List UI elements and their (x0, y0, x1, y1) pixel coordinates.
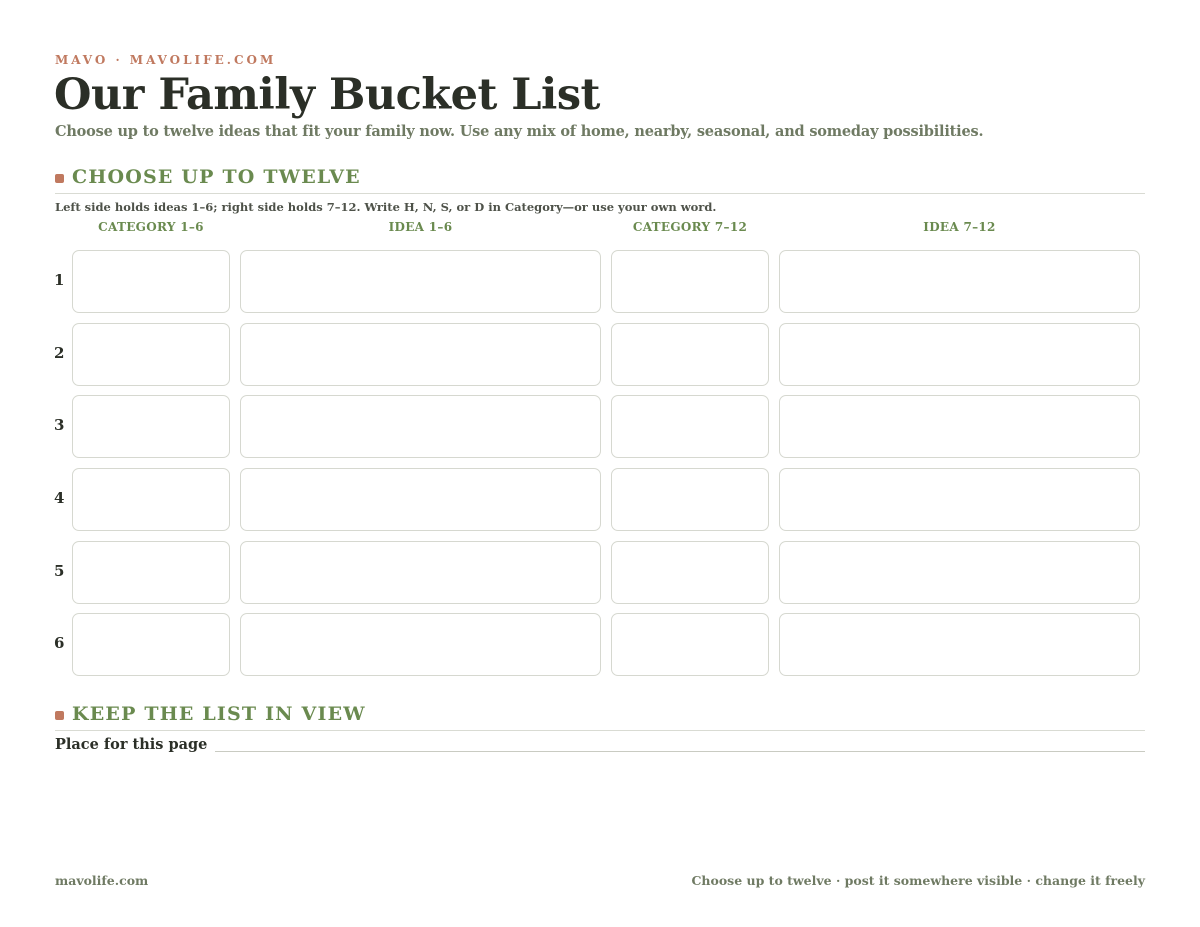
idea-field-11[interactable] (779, 541, 1140, 604)
category-field-4[interactable] (72, 468, 230, 531)
row-number: 6 (54, 634, 65, 652)
idea-field-3[interactable] (240, 395, 601, 458)
category-field-10[interactable] (611, 468, 769, 531)
footer-website: mavolife.com (55, 873, 149, 888)
row-number: 2 (54, 344, 65, 362)
place-write-line[interactable] (215, 751, 1145, 752)
section-choose-heading: CHOOSE UP TO TWELVE (72, 166, 361, 188)
category-field-7[interactable] (611, 250, 769, 313)
category-field-3[interactable] (72, 395, 230, 458)
row-number: 5 (54, 562, 65, 580)
section-choose-header (55, 166, 1145, 194)
idea-field-1[interactable] (240, 250, 601, 313)
category-field-11[interactable] (611, 541, 769, 604)
category-field-2[interactable] (72, 323, 230, 386)
category-field-12[interactable] (611, 613, 769, 676)
column-header-category-7-12: CATEGORY 7–12 (632, 220, 748, 234)
idea-field-9[interactable] (779, 395, 1140, 458)
idea-field-4[interactable] (240, 468, 601, 531)
idea-field-7[interactable] (779, 250, 1140, 313)
row-number: 3 (54, 416, 65, 434)
idea-field-6[interactable] (240, 613, 601, 676)
page-subtitle: Choose up to twelve ideas that fit your family now. Use any mix of home, nearby, seasonal, and someday possibilities. (55, 123, 984, 140)
idea-field-10[interactable] (779, 468, 1140, 531)
column-header-idea-7-12: IDEA 7–12 (923, 220, 996, 234)
category-field-5[interactable] (72, 541, 230, 604)
row-number: 1 (54, 271, 65, 289)
category-field-9[interactable] (611, 395, 769, 458)
idea-field-12[interactable] (779, 613, 1140, 676)
page-title: Our Family Bucket List (54, 70, 600, 120)
row-number: 4 (54, 489, 65, 507)
footer-tagline: Choose up to twelve · post it somewhere visible · change it freely (691, 873, 1145, 888)
brand-line: MAVO · MAVOLIFE.COM (55, 53, 277, 67)
instruction-text: Left side holds ideas 1–6; right side holds 7–12. Write H, N, S, or D in Category—or use your own word. (55, 200, 717, 214)
section-view-header (55, 703, 1145, 731)
place-label: Place for this page (55, 736, 208, 753)
idea-field-8[interactable] (779, 323, 1140, 386)
category-field-1[interactable] (72, 250, 230, 313)
idea-field-5[interactable] (240, 541, 601, 604)
category-field-6[interactable] (72, 613, 230, 676)
idea-field-2[interactable] (240, 323, 601, 386)
column-header-idea-1-6: IDEA 1–6 (388, 220, 453, 234)
section-bullet-icon (55, 711, 64, 720)
section-view-heading: KEEP THE LIST IN VIEW (72, 703, 366, 725)
column-header-category-1-6: CATEGORY 1–6 (98, 220, 204, 234)
section-bullet-icon (55, 174, 64, 183)
category-field-8[interactable] (611, 323, 769, 386)
